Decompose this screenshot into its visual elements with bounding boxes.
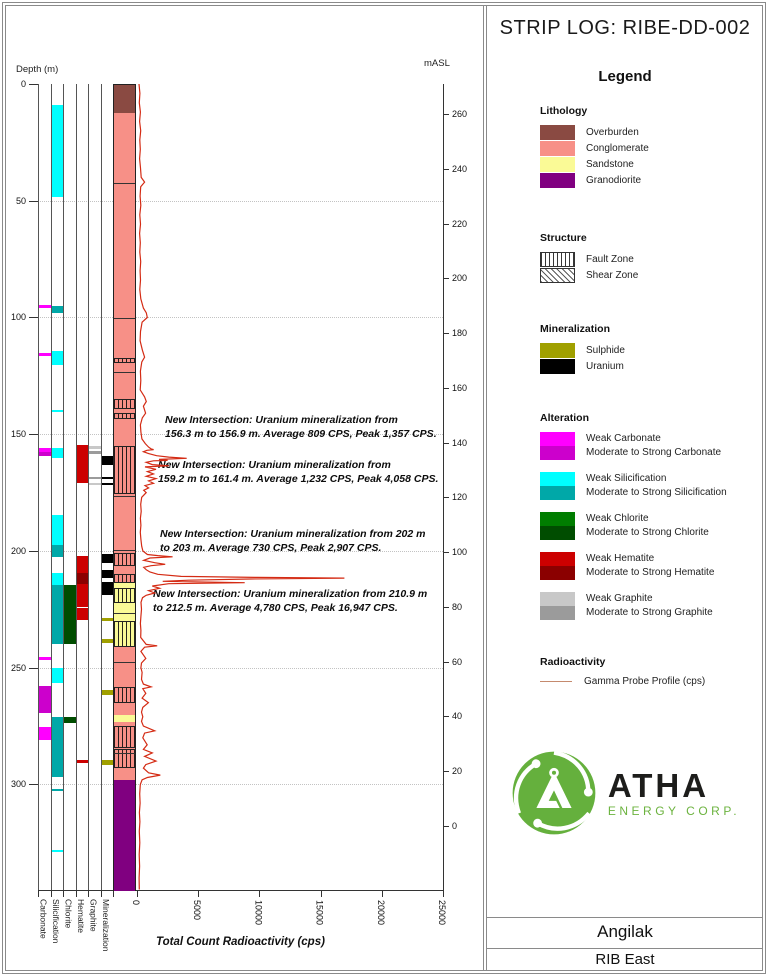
legend-section-radioactivity [540, 656, 763, 687]
area-name: RIB East [595, 951, 655, 968]
depth-gridline [38, 201, 443, 202]
legend-section-title: Mineralization [540, 323, 611, 335]
depth-tick [29, 201, 38, 202]
masl-tick [443, 771, 449, 772]
track-border [76, 84, 77, 890]
track-border [63, 84, 64, 890]
lithology-contact [114, 496, 135, 497]
depth-axis-label: Depth (m) [16, 64, 59, 75]
mineralization-interval [102, 456, 114, 464]
legend-labels [586, 552, 714, 580]
masl-tick-label: 0 [452, 821, 458, 831]
track-tick [38, 890, 39, 897]
silicification-interval [52, 668, 64, 683]
mineralization-interval [102, 690, 114, 695]
strong-swatch [540, 606, 575, 620]
weak-swatch [540, 432, 575, 446]
mineralization-interval [102, 618, 114, 622]
weak-swatch [540, 552, 575, 566]
legend-label: Moderate to Strong Graphite [586, 607, 713, 618]
masl-tick [443, 607, 449, 608]
chlorite-interval [64, 717, 76, 723]
legend-section-mineralization [540, 323, 763, 374]
hematite-interval [77, 573, 89, 584]
legend-label: Moderate to Strong Silicification [586, 487, 727, 498]
track-tick [113, 890, 114, 897]
masl-tick [443, 497, 449, 498]
mineralization-interval [102, 639, 114, 644]
silicification-interval [52, 105, 64, 197]
info-panel [487, 5, 763, 905]
depth-tick-label: 250 [10, 662, 26, 673]
carbonate-interval [39, 686, 51, 713]
masl-tick-label: 40 [452, 711, 463, 722]
masl-tick-label: 100 [452, 547, 468, 558]
track-label-silicification: Silicification [51, 899, 61, 944]
masl-tick [443, 826, 449, 827]
masl-tick-label: 200 [452, 273, 468, 284]
logo-subtitle: ENERGY CORP. [607, 803, 741, 818]
mineralization-interval [102, 477, 114, 479]
intersection-annotation-line: 156.3 m to 156.9 m. Average 809 CPS, Peak 1,357 CPS. [165, 427, 437, 440]
track-tick [63, 890, 64, 897]
intersection-annotation-line: 159.2 m to 161.4 m. Average 1,232 CPS, Peak 4,058 CPS. [158, 472, 439, 485]
radioactivity-tick-label: 5000 [192, 900, 203, 921]
legend-labels [586, 592, 713, 620]
legend-item-sulphide [540, 343, 763, 358]
granodiorite-swatch [540, 173, 575, 188]
legend-section-title: Radioactivity [540, 656, 606, 668]
legend-item-weak-chlorite [540, 512, 763, 540]
depth-tick-label: 100 [10, 312, 26, 323]
legend-label: Weak Chlorite [586, 513, 649, 524]
atha-logo-icon [510, 749, 598, 837]
fault-zone-interval [114, 588, 135, 603]
intersection-annotation-line: to 212.5 m. Average 4,780 CPS, Peak 16,947 CPS. [153, 601, 398, 614]
carbonate-interval [39, 353, 51, 357]
depth-gridline [38, 784, 443, 785]
radioactivity-tick-label: 10000 [253, 900, 264, 926]
hematite-interval [77, 556, 89, 574]
footer-divider-top [486, 917, 763, 918]
legend-label: Overburden [586, 127, 639, 138]
intersection-annotation-line: New Intersection: Uranium mineralization from 202 m [160, 528, 426, 540]
legend-item-uranium [540, 359, 763, 374]
silicification-interval [52, 410, 64, 412]
mineralization-interval [102, 554, 114, 562]
track-label-graphite: Graphite [88, 899, 99, 932]
xaxis-title: Total Count Radioactivity (cps) [156, 936, 325, 948]
weak-swatch [540, 472, 575, 486]
legend-section-title: Structure [540, 232, 587, 244]
lithology-unit-sandstone [114, 715, 135, 722]
project-name: Angilak [597, 922, 653, 941]
masl-tick [443, 716, 449, 717]
track-border [88, 84, 89, 890]
legend-item-overburden [540, 125, 763, 140]
masl-tick [443, 662, 449, 663]
fault-zone-interval [114, 446, 135, 494]
depth-tick [29, 668, 38, 669]
alteration-swatch [540, 512, 575, 540]
masl-tick-label: 140 [452, 437, 468, 448]
sandstone-swatch [540, 157, 575, 172]
carbonate-interval [39, 305, 51, 309]
masl-tick [443, 443, 449, 444]
depth-tick [29, 84, 38, 85]
gamma-line-sample [540, 681, 572, 682]
legend-item-shear-zone [540, 268, 763, 283]
track-tick [76, 890, 77, 897]
track-label-hematite: Hematite [76, 899, 86, 934]
legend-item-weak-hematite [540, 552, 763, 580]
silicification-interval [52, 545, 64, 557]
radioactivity-tick [198, 890, 199, 897]
legend-label: Moderate to Strong Carbonate [586, 447, 722, 458]
masl-tick-label: 240 [452, 163, 468, 174]
graphite-interval [89, 451, 101, 455]
legend-label: Moderate to Strong Hematite [586, 567, 715, 578]
legend-labels [586, 512, 709, 540]
atha-logo [487, 749, 763, 837]
fault-zone-interval [114, 621, 135, 647]
alteration-swatch [540, 592, 575, 620]
shear-swatch [540, 268, 575, 283]
carbonate-interval [39, 727, 51, 740]
masl-tick [443, 278, 449, 279]
strong-swatch [540, 486, 575, 500]
legend-item-fault-zone [540, 252, 763, 267]
intersection-annotation-line: to 203 m. Average 730 CPS, Peak 2,907 CPS. [160, 541, 382, 554]
masl-tick-label: 260 [452, 109, 468, 120]
legend-label: Weak Graphite [586, 593, 653, 604]
strip-log-title: STRIP LOG: RIBE-DD-002 [499, 17, 751, 39]
radioactivity-tick-label: 25000 [437, 900, 447, 926]
masl-tick [443, 333, 449, 334]
fault-zone-interval [114, 413, 135, 419]
fault-zone-interval [114, 553, 135, 566]
track-border [38, 84, 39, 890]
radioactivity-tick [443, 890, 444, 897]
masl-tick [443, 552, 449, 553]
masl-tick [443, 224, 449, 225]
graphite-interval [89, 446, 101, 450]
alteration-swatch [540, 552, 575, 580]
masl-tick-label: 20 [452, 766, 463, 777]
lithology-contact [114, 183, 135, 184]
track-tick [51, 890, 52, 897]
lithology-contact [114, 753, 135, 754]
intersection-annotation [153, 588, 427, 616]
depth-tick-label: 150 [10, 429, 26, 440]
mineralization-interval [102, 483, 114, 485]
conglomerate-swatch [540, 141, 575, 156]
masl-tick [443, 114, 449, 115]
legend-label: Weak Silicification [586, 473, 667, 484]
legend-item-weak-carbonate [540, 432, 763, 460]
legend-item-sandstone [540, 157, 763, 172]
masl-axis-line [443, 84, 444, 890]
legend-section-lithology [540, 105, 763, 188]
silicification-interval [52, 351, 64, 365]
legend-label: Fault Zone [586, 254, 634, 265]
legend-label: Moderate to Strong Chlorite [586, 527, 709, 538]
depth-gridline [38, 668, 443, 669]
depth-tick-label: 50 [15, 195, 26, 206]
legend-label: Conglomerate [586, 143, 649, 154]
chlorite-interval [64, 585, 76, 645]
silicification-interval [52, 789, 64, 791]
uranium-swatch [540, 359, 575, 374]
legend-label: Weak Carbonate [586, 433, 661, 444]
legend [487, 105, 763, 687]
mineralization-interval [102, 760, 114, 765]
depth-tick [29, 317, 38, 318]
depth-tick-label: 200 [10, 545, 26, 556]
logo-name: ATHA [607, 766, 710, 804]
legend-section-title: Alteration [540, 412, 590, 424]
footer-divider-mid [486, 948, 763, 949]
depth-tick-label: 300 [10, 779, 26, 790]
masl-tick-label: 180 [452, 328, 468, 339]
intersection-annotation-line: New Intersection: Uranium mineralization from [165, 414, 398, 426]
lithology-unit-granodiorite [114, 780, 135, 891]
carbonate-interval [39, 452, 51, 456]
lithology-contact [114, 372, 135, 373]
silicification-interval [52, 850, 64, 852]
intersection-annotation [160, 528, 425, 556]
track-border [101, 84, 102, 890]
silicification-interval [52, 585, 64, 645]
lithology-contact [114, 613, 135, 614]
mineralization-interval [102, 570, 114, 578]
masl-tick-label: 120 [452, 492, 468, 503]
lithology-contact [114, 550, 135, 551]
intersection-annotation-line: New Intersection: Uranium mineralization from [158, 459, 391, 471]
hematite-interval [77, 608, 89, 620]
radioactivity-tick-label: 15000 [314, 900, 325, 926]
intersection-annotation [158, 459, 438, 487]
hematite-interval [77, 445, 89, 484]
strong-swatch [540, 526, 575, 540]
masl-tick-label: 220 [452, 218, 468, 229]
legend-label: Weak Hematite [586, 553, 655, 564]
legend-section-structure [540, 232, 763, 283]
fault-zone-interval [114, 399, 135, 409]
silicification-interval [52, 515, 64, 545]
legend-section-alteration [540, 412, 763, 620]
legend-labels [586, 432, 721, 460]
intersection-annotation-line: New Intersection: Uranium mineralization from 210.9 m [153, 588, 428, 600]
overburden-swatch [540, 125, 575, 140]
legend-item-granodiorite [540, 173, 763, 188]
radioactivity-tick [321, 890, 322, 897]
legend-label: Sulphide [586, 345, 625, 356]
legend-item-conglomerate [540, 141, 763, 156]
depth-tick [29, 434, 38, 435]
atha-logo-text [607, 766, 741, 818]
silicification-interval [52, 448, 64, 457]
legend-label: Granodiorite [586, 175, 642, 186]
track-label-carbonate: Carbonate [38, 899, 49, 939]
depth-tick [29, 551, 38, 552]
legend-label: Shear Zone [586, 270, 639, 281]
radioactivity-tick [382, 890, 383, 897]
sulphide-swatch [540, 343, 575, 358]
hematite-interval [77, 760, 89, 764]
masl-tick-label: 80 [452, 601, 463, 612]
radioactivity-tick-label: 0 [131, 900, 141, 906]
legend-label: Gamma Probe Profile (cps) [584, 676, 706, 687]
radioactivity-tick-label: 20000 [375, 900, 386, 926]
lithology-contact [114, 318, 135, 319]
radioactivity-tick [259, 890, 260, 897]
lithology-column [113, 84, 136, 891]
track-tick [101, 890, 102, 897]
strong-swatch [540, 446, 575, 460]
weak-swatch [540, 512, 575, 526]
graphite-interval [89, 477, 101, 479]
fault-zone-interval [114, 574, 135, 583]
fault-swatch [540, 252, 575, 267]
track-tick [88, 890, 89, 897]
depth-tick-label: 0 [20, 79, 26, 89]
legend-label: Uranium [586, 361, 624, 372]
legend-title: Legend [598, 68, 652, 85]
masl-axis-label: mASL [424, 58, 450, 69]
depth-gridline [38, 317, 443, 318]
hematite-interval [77, 584, 89, 607]
lithology-contact [114, 662, 135, 663]
legend-item-weak-silicification [540, 472, 763, 500]
fault-zone-interval [114, 726, 135, 748]
legend-item-weak-graphite [540, 592, 763, 620]
depth-tick [29, 784, 38, 785]
legend-item-gamma-probe-profile-cps- [540, 676, 763, 687]
intersection-annotation [165, 414, 437, 442]
alteration-swatch [540, 432, 575, 460]
carbonate-interval [39, 657, 51, 660]
masl-tick [443, 388, 449, 389]
silicification-interval [52, 306, 64, 313]
legend-labels [586, 472, 727, 500]
silicification-interval [52, 717, 64, 778]
lithology-unit-overburden [114, 85, 135, 113]
mineralization-interval [102, 582, 114, 595]
track-label-mineralization: Mineralization [101, 899, 111, 952]
weak-swatch [540, 592, 575, 606]
lithology-unit-conglomerate [114, 647, 135, 715]
fault-zone-interval [114, 687, 135, 702]
masl-tick-label: 160 [452, 382, 468, 393]
fault-zone-interval [114, 358, 135, 363]
silicification-interval [52, 573, 64, 585]
masl-tick-label: 60 [452, 656, 463, 667]
legend-section-title: Lithology [540, 105, 588, 117]
strong-swatch [540, 566, 575, 580]
legend-label: Sandstone [586, 159, 634, 170]
masl-tick [443, 169, 449, 170]
radioactivity-tick [137, 890, 138, 897]
alteration-swatch [540, 472, 575, 500]
track-label-chlorite: Chlorite [63, 899, 74, 929]
graphite-interval [89, 483, 101, 485]
